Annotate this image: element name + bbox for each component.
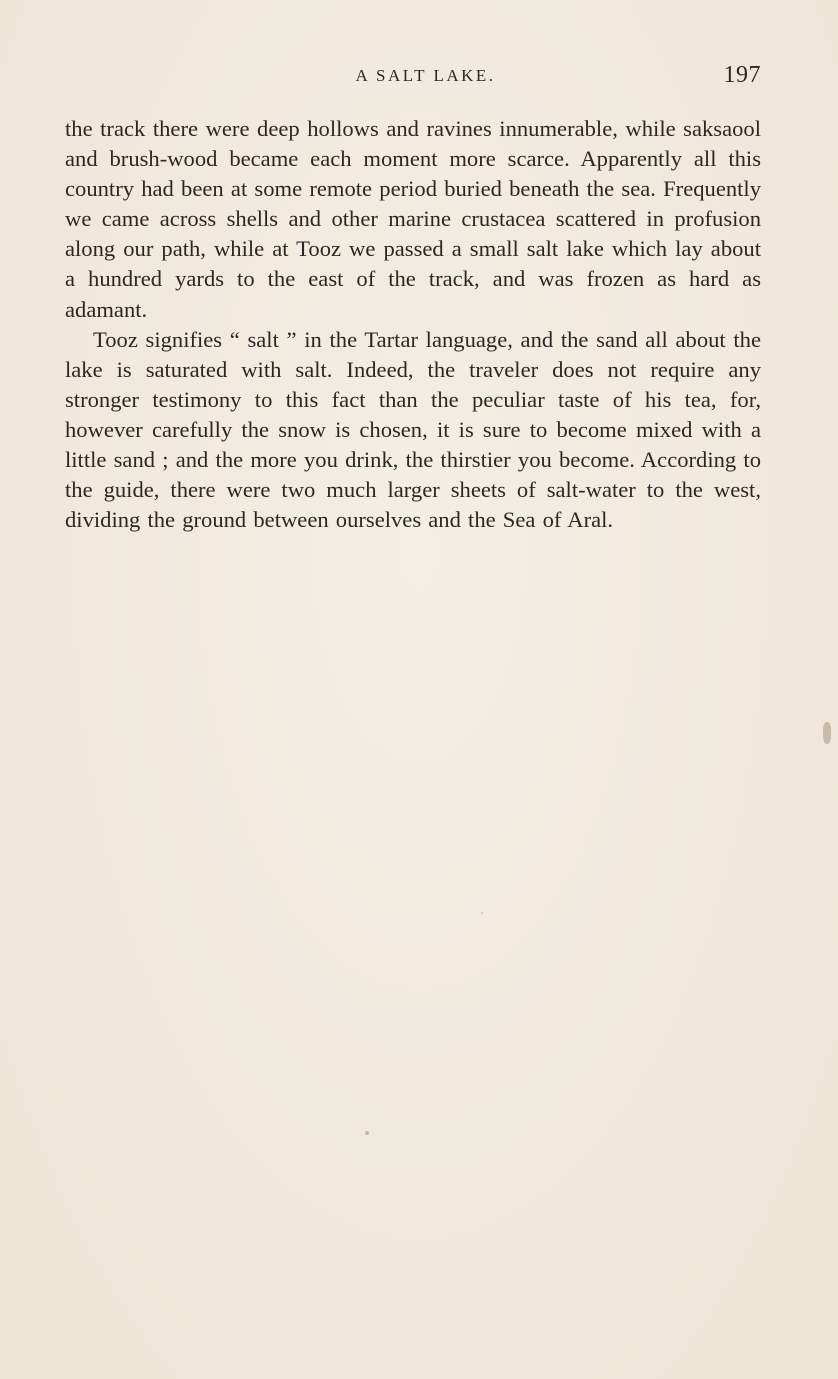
- running-head: [78, 62, 761, 92]
- paper-speck: [365, 1131, 369, 1135]
- paper-speck: [481, 912, 483, 914]
- body-text: [65, 114, 761, 535]
- page-number: 197: [723, 62, 761, 88]
- paragraph-continued: the track there were deep hollows and ravines innumerable, while saksaool and brush-wood became each moment more scarce. Apparently all this country had been at some remote period buried beneath the sea. Frequently we came across shells and other marine crustacea scattered in profusion along our path, while at Tooz we passed a small salt lake which lay about a hundred yards to the east of the track, and was frozen as hard as adamant.: [65, 116, 761, 322]
- running-title: A SALT LAKE.: [355, 66, 496, 85]
- paper-speck: [823, 722, 831, 744]
- paragraph-tooz: Tooz signifies “ salt ” in the Tartar language, and the sand all about the lake is saturated with salt. Indeed, the traveler does not require any stronger testimony to this fact than the peculiar taste of his tea, for, however carefully the snow is chosen, it is sure to become mixed with a little sand ; and the more you drink, the thirstier you become. According to the guide, there were two much larger sheets of salt-water to the west, dividing the ground between ourselves and the Sea of Aral.: [65, 326, 761, 533]
